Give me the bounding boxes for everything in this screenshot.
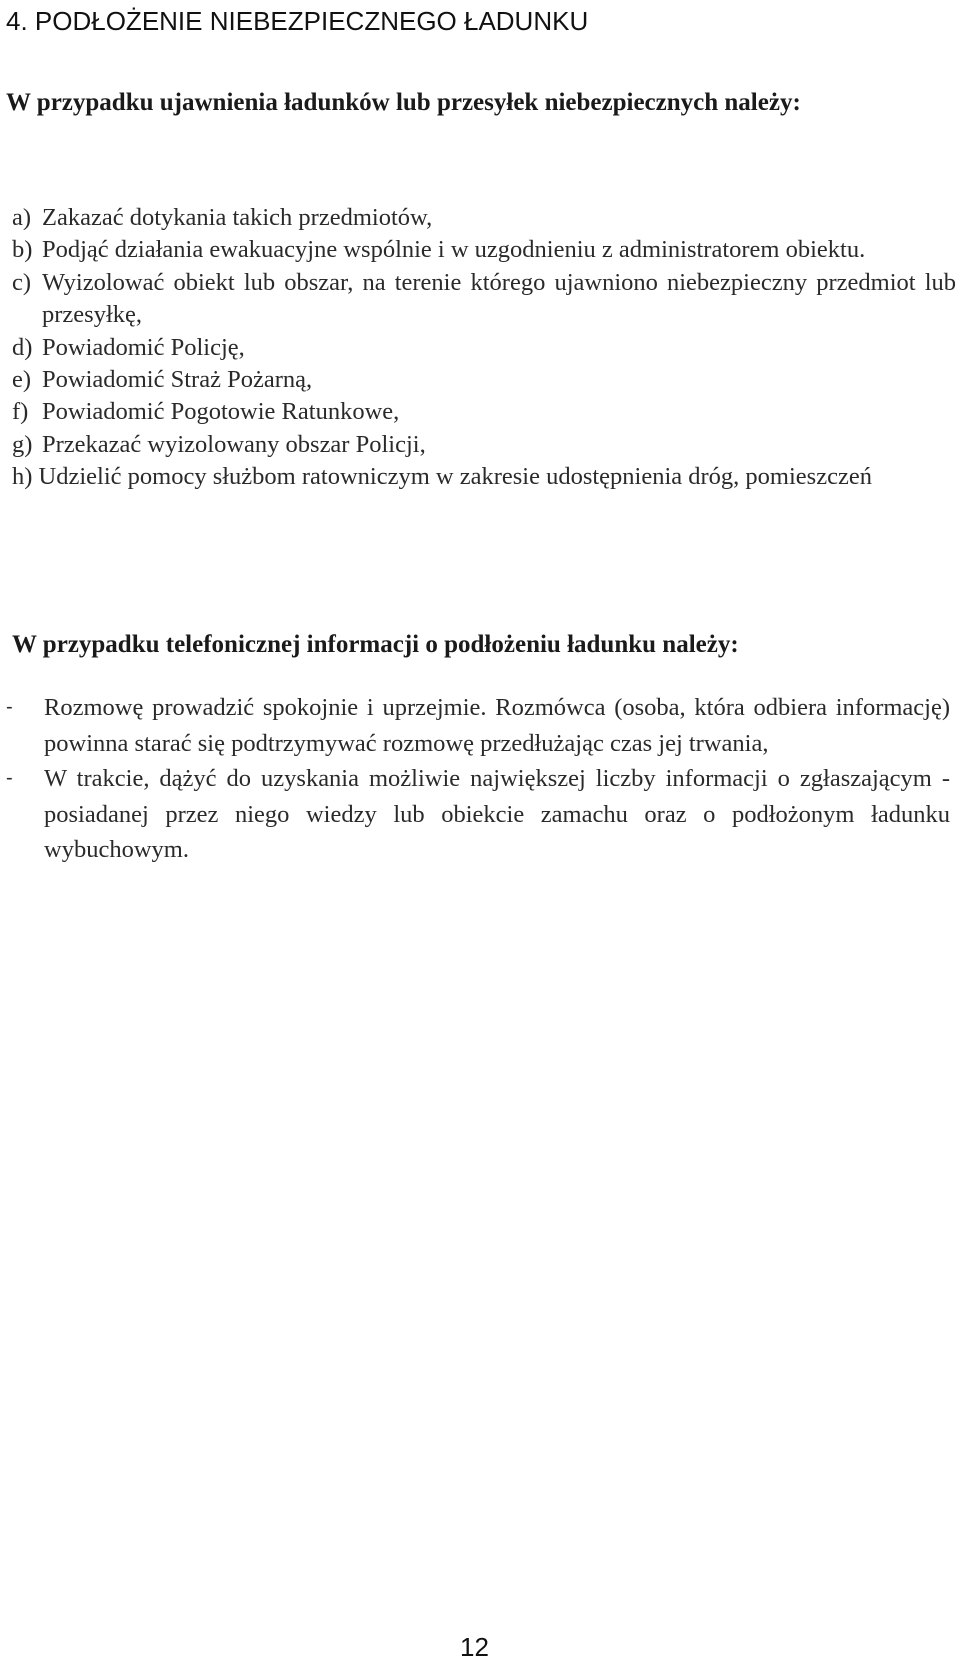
list-marker: a) xyxy=(12,204,32,231)
list-item-text: Powiadomić Pogotowie Ratunkowe, xyxy=(42,398,400,426)
list-marker: g) xyxy=(12,430,33,458)
list-item-text: Zakazać dotykania takich przedmiotów, xyxy=(42,204,433,231)
list-item-text: Wyizolować obiekt lub obszar, na terenie którego ujawniono niebezpieczny przedmiot lub przesyłkę, xyxy=(42,268,956,329)
list-item-text: Powiadomić Straż Pożarną, xyxy=(42,366,313,394)
list-item-text: Przekazać wyizolowany obszar Policji, xyxy=(42,430,426,458)
list-item-text: Podjąć działania ewakuacyjne wspólnie i w uzgodnieniu z administratorem obiektu. xyxy=(42,236,866,264)
list-item xyxy=(12,202,956,234)
list-marker: h) xyxy=(12,463,33,491)
list-marker: - xyxy=(6,696,13,718)
list-marker: e) xyxy=(12,366,32,394)
list-item xyxy=(6,690,950,761)
list-item xyxy=(12,234,956,266)
section-heading-telefon: W przypadku telefonicznej informacji o podłożeniu ładunku należy: xyxy=(12,631,739,658)
list-marker: b) xyxy=(12,236,33,264)
page-title: 4. PODŁOŻENIE NIEBEZPIECZNEGO ŁADUNKU xyxy=(6,6,589,36)
list-marker: c) xyxy=(12,268,32,296)
list-item xyxy=(12,267,956,332)
list-marker: f) xyxy=(12,398,29,426)
list-item xyxy=(12,364,956,396)
list-item xyxy=(12,461,956,493)
list-item xyxy=(12,332,956,364)
list-item xyxy=(12,396,956,428)
list-marker: - xyxy=(6,767,13,789)
telefon-steps-list xyxy=(6,690,950,868)
page-number: 12 xyxy=(460,1632,489,1662)
section-heading-ujawnienie: W przypadku ujawnienia ładunków lub przesyłek niebezpiecznych należy: xyxy=(6,89,801,116)
list-item xyxy=(12,429,956,461)
list-item-text: Powiadomić Policję, xyxy=(42,333,245,361)
list-item-text: Udzielić pomocy służbom ratowniczym w zakresie udostępnienia dróg, pomieszczeń xyxy=(38,463,872,491)
list-marker: d) xyxy=(12,333,33,361)
list-item-text: Rozmowę prowadzić spokojnie i uprzejmie. Rozmówca (osoba, która odbiera informację) powinna starać się podtrzymywać rozmowę przedłużając czas jej trwania, xyxy=(44,694,950,757)
list-item-text: W trakcie, dążyć do uzyskania możliwie największej liczby informacji o zgłaszającym - posiadanej przez niego wiedzy lub obiekcie zamachu oraz o podłożonym ładunku wybuchowym. xyxy=(44,765,950,863)
list-item xyxy=(6,761,950,868)
ujawnienie-steps-list xyxy=(12,202,956,494)
